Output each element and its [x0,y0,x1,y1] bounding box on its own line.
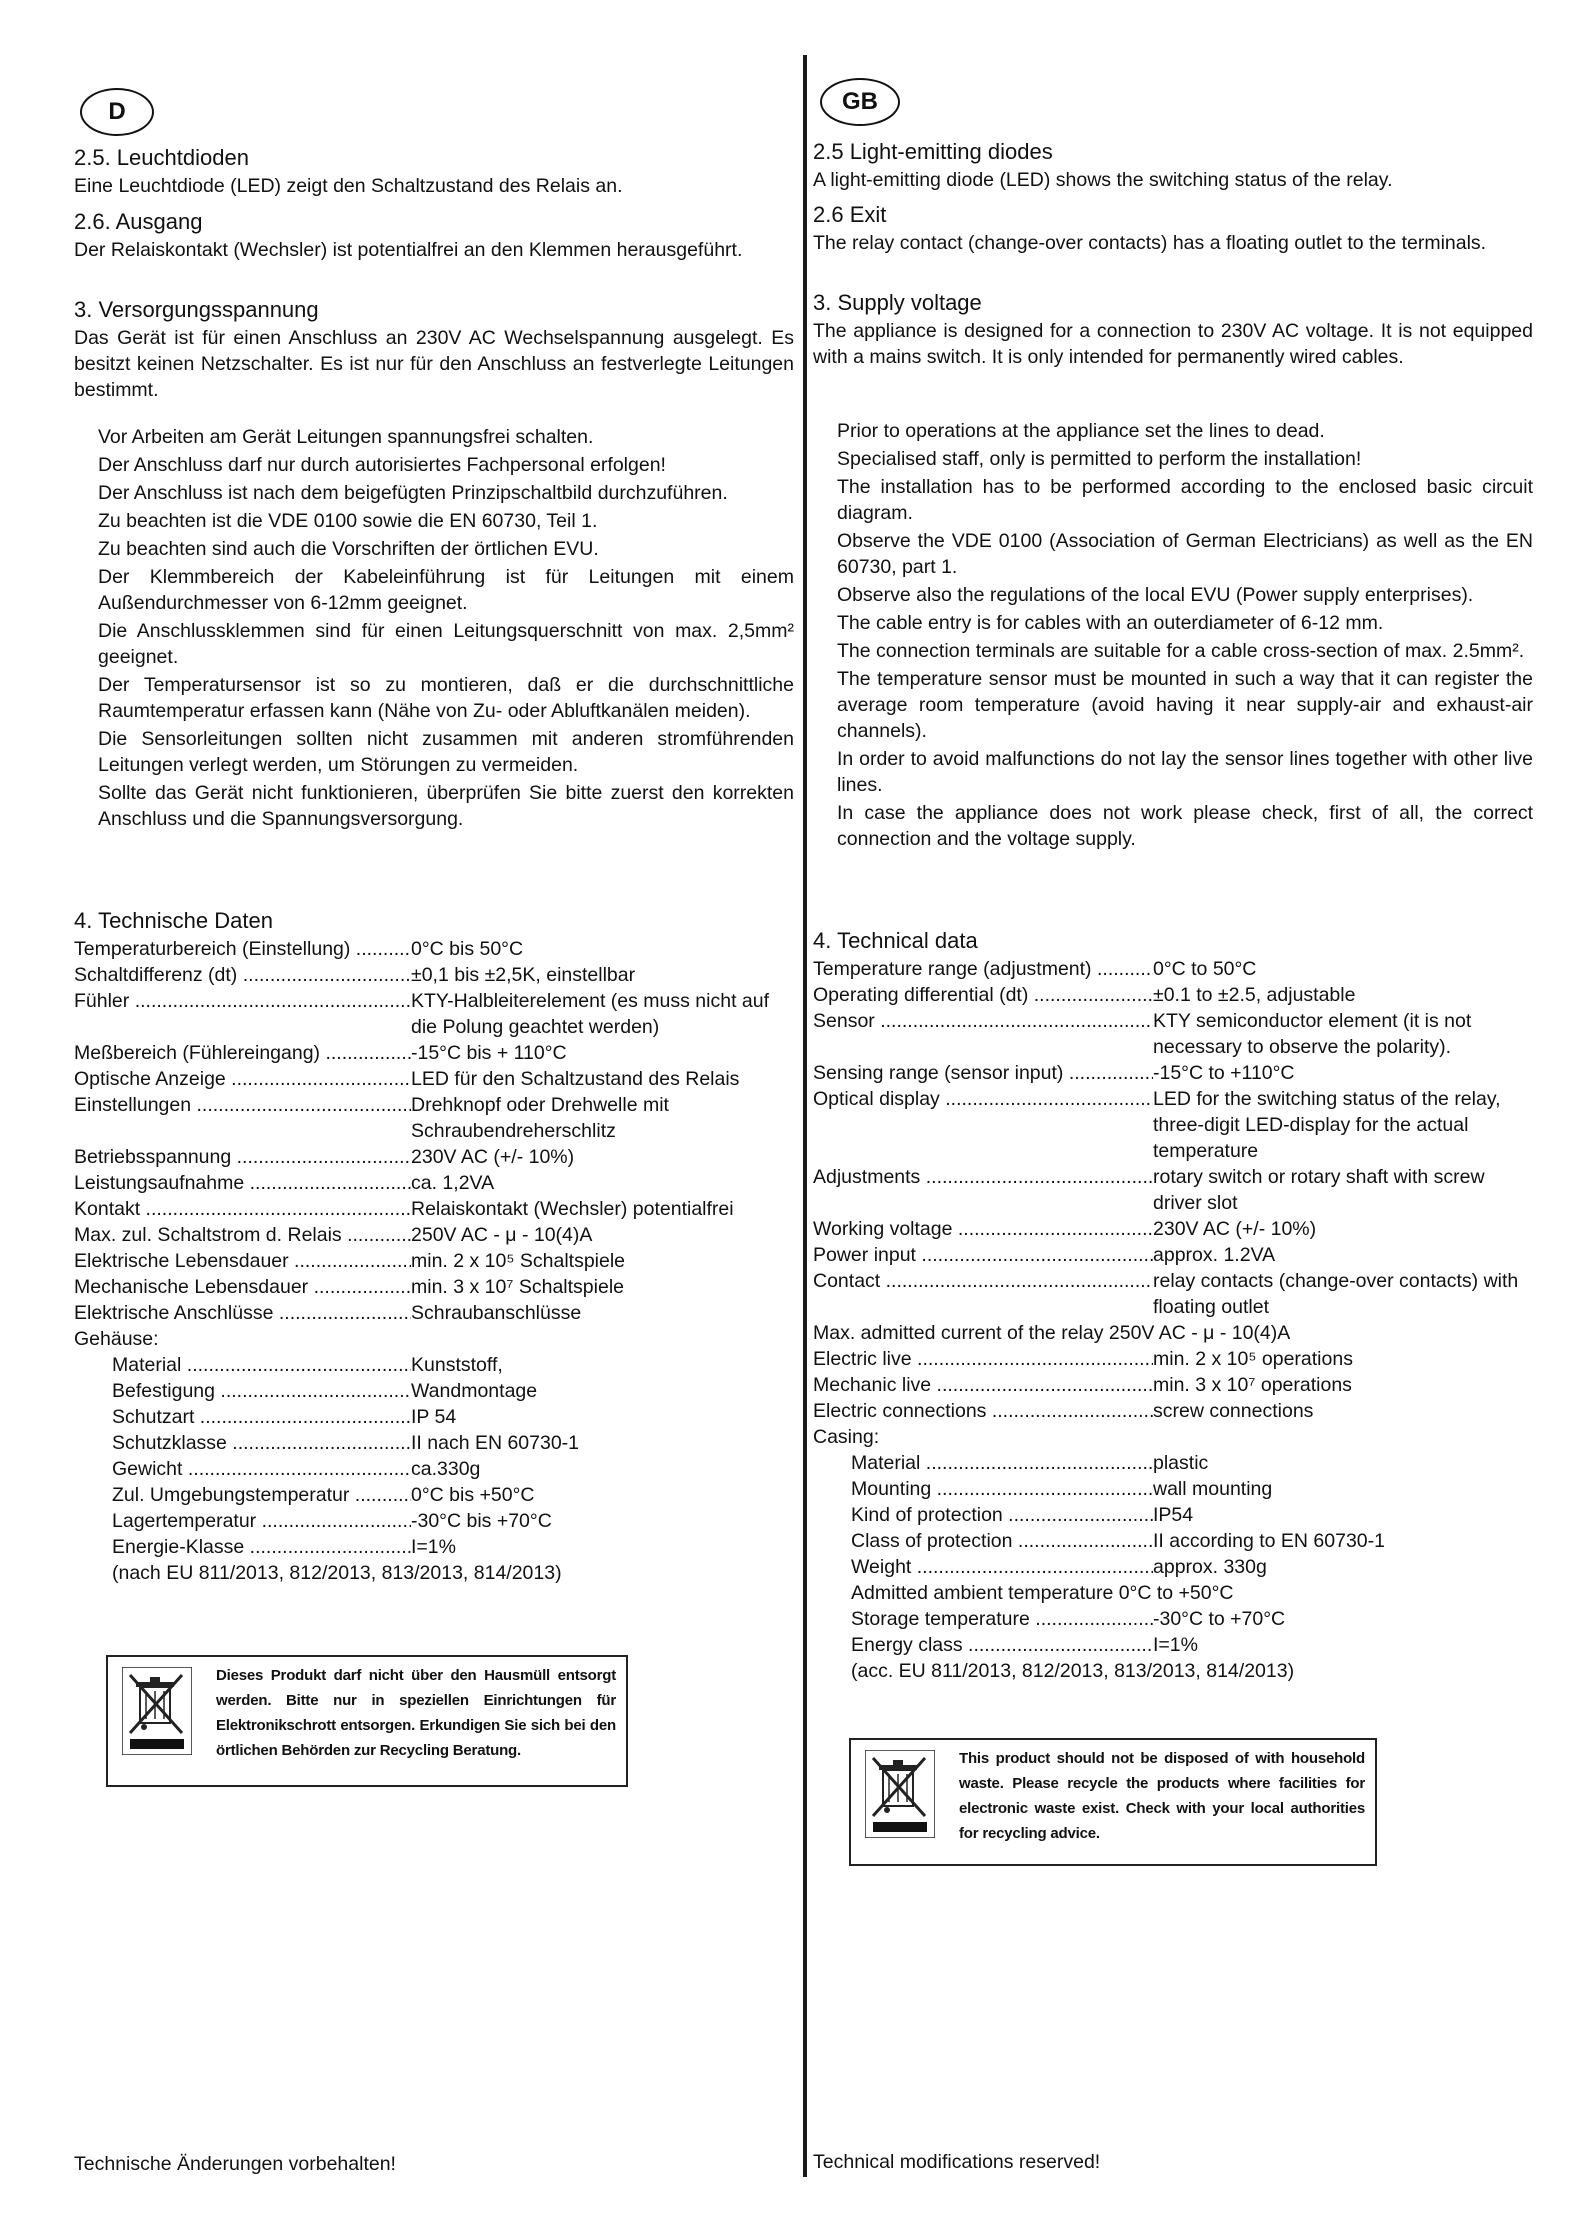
ambient-temperature-row: Admitted ambient temperature 0°C to +50°C [851,1582,1234,1604]
spec-row [813,1216,1533,1242]
section-heading: 3. Versorgungsspannung [74,297,319,322]
footer-note: Technical modifications reserved! [813,2151,1101,2173]
language-badge-gb: GB [820,78,900,126]
spec-label: Einstellungen ..... [74,1092,411,1144]
section-text: Der Relaiskontakt (Wechsler) ist potentialfrei an den Klemmen herausgeführt. [74,239,743,261]
spec-row [74,1248,794,1274]
note-item: Observe also the regulations of the local EVU (Power supply enterprises). [837,584,1474,606]
spec-row [74,1196,794,1222]
section-heading: 3. Supply voltage [813,290,982,315]
spec-value: Schraubanschlüsse [411,1302,582,1324]
note-item: Die Sensorleitungen sollten nicht zusammen mit anderen stromführenden Leitungen verlegt werden, um Störungen zu vermeiden. [98,728,794,776]
spec-value: min. 2 x 10⁵ Schaltspiele [411,1250,626,1272]
note-item: Zu beachten sind auch die Vorschriften der örtlichen EVU. [98,538,599,560]
spec-row [813,1450,1533,1476]
note-item: Zu beachten ist die VDE 0100 sowie die EN 60730, Teil 1. [98,510,598,532]
note-item: In order to avoid malfunctions do not lay the sensor lines together with other live lines. [837,748,1533,796]
note-item: The temperature sensor must be mounted in such a way that it can register the average room temperature (avoid having it near supply-air and exhaust-air channels). [837,668,1533,742]
spec-row [74,936,794,962]
spec-value: relay contacts (change-over contacts) with floating outlet [1153,1270,1519,1318]
spec-label: Schutzklasse ..... [74,1430,411,1456]
weee-disposal-notice [106,1655,628,1787]
language-badge-d: D [80,88,154,136]
spec-row [74,1482,794,1508]
spec-value: ±0,1 bis ±2,5K, einstellbar [411,964,636,986]
spec-row [813,1632,1533,1658]
spec-label: Elektrische Anschlüsse ..... [74,1300,411,1326]
spec-row [813,1060,1533,1086]
spec-value: KTY semiconductor element (it is not necessary to observe the polarity). [1153,1010,1472,1058]
note-item: Vor Arbeiten am Gerät Leitungen spannungsfrei schalten. [98,426,594,448]
eu-regulation-note: (acc. EU 811/2013, 812/2013, 813/2013, 814/2013) [851,1660,1295,1682]
spec-label: Energie-Klasse ..... [74,1534,411,1560]
spec-value: -15°C to +110°C [1153,1062,1295,1084]
spec-row [813,1008,1533,1060]
spec-value: ±0.1 to ±2.5, adjustable [1153,984,1356,1006]
spec-label: Betriebsspannung ..... [74,1144,411,1170]
note-item: Der Klemmbereich der Kabeleinführung ist für Leitungen mit einem Außendurchmesser von 6-12mm geeignet. [98,566,794,614]
installation-notes [74,424,794,834]
spec-value: 0°C to 50°C [1153,958,1257,980]
section-heading: 2.6. Ausgang [74,209,203,234]
spec-value: I=1% [1153,1634,1198,1656]
housing-label: Casing: [813,1426,880,1448]
max-current-row: Max. admitted current of the relay 250V AC - μ - 10(4)A [813,1322,1291,1344]
spec-label: Weight ..... [813,1554,1153,1580]
note-item: Observe the VDE 0100 (Association of German Electricians) as well as the EN 60730, part 1. [837,530,1533,578]
note-item: In case the appliance does not work please check, first of all, the correct connection and the voltage supply. [837,802,1533,850]
spec-label: Mounting ..... [813,1476,1153,1502]
spec-value: min. 3 x 10⁷ operations [1153,1374,1352,1396]
note-item: Der Anschluss ist nach dem beigefügten Prinzipschaltbild durchzuführen. [98,482,728,504]
spec-row [74,1066,794,1092]
spec-label: Fühler ..... [74,988,411,1040]
weee-text: This product should not be disposed of with household waste. Please recycle the products where facilities for electronic waste exist. Check with your local authorities for recycling advice. [959,1750,1365,1842]
spec-value: -30°C to +70°C [1153,1608,1286,1630]
spec-label: Temperaturbereich (Einstellung) ..... [74,936,411,962]
note-item: Prior to operations at the appliance set the lines to dead. [837,420,1325,442]
spec-label: Schaltdifferenz (dt) ..... [74,962,411,988]
spec-label: Adjustments ..... [813,1164,1153,1216]
spec-value: Drehknopf oder Drehwelle mit Schraubendreherschlitz [411,1094,669,1142]
section-text: Eine Leuchtdiode (LED) zeigt den Schaltzustand des Relais an. [74,175,623,197]
spec-row [813,1476,1533,1502]
spec-row [74,1404,794,1430]
spec-row [74,1092,794,1144]
spec-row [74,1534,794,1560]
spec-value: KTY-Halbleiterelement (es muss nicht auf die Polung geachtet werden) [411,990,770,1038]
crossed-bin-icon [122,1667,192,1755]
footer-note: Technische Änderungen vorbehalten! [74,2153,396,2175]
spec-row [813,1086,1533,1164]
spec-value: LED für den Schaltzustand des Relais [411,1068,740,1090]
spec-label: Lagertemperatur ..... [74,1508,411,1534]
spec-row [813,1502,1533,1528]
note-item: Specialised staff, only is permitted to perform the installation! [837,448,1362,470]
eu-regulation-note: (nach EU 811/2013, 812/2013, 813/2013, 814/2013) [112,1562,562,1584]
spec-label: Operating differential (dt) ..... [813,982,1153,1008]
spec-label: Electric live ..... [813,1346,1153,1372]
spec-value: 230V AC (+/- 10%) [411,1146,575,1168]
spec-row [74,1430,794,1456]
spec-row [813,1372,1533,1398]
installation-notes [813,418,1533,854]
spec-label: Material ..... [74,1352,411,1378]
spec-row [813,1606,1533,1632]
spec-label: Mechanic live ..... [813,1372,1153,1398]
section-text: The appliance is designed for a connection to 230V AC voltage. It is not equipped with a mains switch. It is only intended for permanently wired cables. [813,320,1533,368]
spec-row [74,1378,794,1404]
spec-value: wall mounting [1153,1478,1273,1500]
technical-data [813,926,1533,1684]
spec-row [74,1456,794,1482]
spec-value: I=1% [411,1536,456,1558]
note-item: Der Temperatursensor ist so zu montieren, daß er die durchschnittliche Raumtemperatur erfassen kann (Nähe von Zu- oder Abluftkanälen meiden). [98,674,794,722]
note-item: Der Anschluss darf nur durch autorisiertes Fachpersonal erfolgen! [98,454,666,476]
spec-value: ca.330g [411,1458,481,1480]
spec-label: Kind of protection ..... [813,1502,1153,1528]
note-item: The cable entry is for cables with an outerdiameter of 6-12 mm. [837,612,1384,634]
note-item: The installation has to be performed according to the enclosed basic circuit diagram. [837,476,1533,524]
spec-value: IP54 [1153,1504,1194,1526]
spec-value: IP 54 [411,1406,457,1428]
spec-value: -30°C bis +70°C [411,1510,552,1532]
spec-row [74,1300,794,1326]
spec-label: Elektrische Lebensdauer ..... [74,1248,411,1274]
section-text: A light-emitting diode (LED) shows the switching status of the relay. [813,169,1393,191]
spec-label: Storage temperature ..... [813,1606,1153,1632]
spec-value: min. 3 x 10⁷ Schaltspiele [411,1276,624,1298]
section-2-5 [74,143,794,199]
spec-value: approx. 1.2VA [1153,1244,1276,1266]
spec-row [74,1144,794,1170]
spec-row [813,1346,1533,1372]
spec-label: Meßbereich (Fühlereingang) ..... [74,1040,411,1066]
spec-label: Electric connections ..... [813,1398,1153,1424]
spec-row [813,1268,1533,1320]
spec-value: 250V AC - μ - 10(4)A [411,1224,593,1246]
spec-value: ca. 1,2VA [411,1172,495,1194]
spec-label: Material ..... [813,1450,1153,1476]
spec-label: Befestigung ..... [74,1378,411,1404]
spec-label: Energy class ..... [813,1632,1153,1658]
spec-value: -15°C bis + 110°C [411,1042,567,1064]
spec-row [813,1164,1533,1216]
spec-value: 0°C bis 50°C [411,938,524,960]
section-3 [74,295,794,403]
spec-row [813,1398,1533,1424]
spec-value: screw connections [1153,1400,1314,1422]
section-text: Das Gerät ist für einen Anschluss an 230V AC Wechselspannung ausgelegt. Es besitzt keinen Netzschalter. Es ist nur für den Anschluss an festverlegte Leitungen bestimmt. [74,327,794,401]
spec-value: 230V AC (+/- 10%) [1153,1218,1317,1240]
section-text: The relay contact (change-over contacts) has a floating outlet to the terminals. [813,232,1487,254]
spec-label: Schutzart ..... [74,1404,411,1430]
spec-row [74,1352,794,1378]
spec-value: 0°C bis +50°C [411,1484,535,1506]
spec-value: Wandmontage [411,1380,538,1402]
spec-value: Kunststoff, [411,1354,503,1376]
spec-label: Mechanische Lebensdauer ..... [74,1274,411,1300]
spec-label: Optische Anzeige ..... [74,1066,411,1092]
spec-row [74,1170,794,1196]
spec-row [74,1508,794,1534]
spec-label: Working voltage ..... [813,1216,1153,1242]
spec-row [813,1242,1533,1268]
spec-row [813,956,1533,982]
spec-value: plastic [1153,1452,1209,1474]
spec-label: Class of protection ..... [813,1528,1153,1554]
housing-label: Gehäuse: [74,1328,159,1350]
spec-value: Relaiskontakt (Wechsler) potentialfrei [411,1198,734,1220]
section-heading: 4. Technical data [813,928,978,953]
section-heading: 2.6 Exit [813,202,887,227]
note-item: Sollte das Gerät nicht funktionieren, überprüfen Sie bitte zuerst den korrekten Anschluss und die Spannungsversorgung. [98,782,794,830]
spec-label: Zul. Umgebungstemperatur ..... [74,1482,411,1508]
spec-label: Gewicht ..... [74,1456,411,1482]
note-item: The connection terminals are suitable for a cable cross-section of max. 2.5mm². [837,640,1525,662]
spec-label: Leistungsaufnahme ..... [74,1170,411,1196]
crossed-bin-icon [865,1750,935,1838]
section-heading: 2.5 Light-emitting diodes [813,139,1053,164]
spec-row [74,962,794,988]
spec-label: Power input ..... [813,1242,1153,1268]
section-2-5 [813,137,1533,193]
section-3 [813,288,1533,370]
spec-value: II according to EN 60730-1 [1153,1530,1385,1552]
column-divider [803,55,807,2177]
spec-row [74,988,794,1040]
spec-label: Sensor ..... [813,1008,1153,1060]
spec-value: LED for the switching status of the relay, three-digit LED-display for the actual temperature [1153,1088,1501,1162]
spec-label: Kontakt ..... [74,1196,411,1222]
spec-value: II nach EN 60730-1 [411,1432,580,1454]
spec-value: rotary switch or rotary shaft with screw driver slot [1153,1166,1485,1214]
spec-label: Optical display ..... [813,1086,1153,1164]
spec-row [813,1528,1533,1554]
section-heading: 4. Technische Daten [74,908,273,933]
weee-text: Dieses Produkt darf nicht über den Hausmüll entsorgt werden. Bitte nur in speziellen Einrichtungen für Elektronikschrott entsorgen. Erkundigen Sie sich bei den örtlichen Behörden zur Recycling Beratung. [216,1667,616,1759]
spec-label: Sensing range (sensor input) ..... [813,1060,1153,1086]
spec-row [813,982,1533,1008]
spec-row [74,1274,794,1300]
section-2-6 [74,207,794,263]
spec-label: Contact ..... [813,1268,1153,1320]
spec-row [813,1554,1533,1580]
section-heading: 2.5. Leuchtdioden [74,145,249,170]
spec-row [74,1222,794,1248]
spec-value: approx. 330g [1153,1556,1267,1578]
weee-disposal-notice [849,1738,1377,1866]
spec-row [74,1040,794,1066]
section-2-6 [813,200,1533,256]
technical-data [74,906,794,1586]
spec-value: min. 2 x 10⁵ operations [1153,1348,1353,1370]
spec-label: Max. zul. Schaltstrom d. Relais ..... [74,1222,411,1248]
note-item: Die Anschlussklemmen sind für einen Leitungsquerschnitt von max. 2,5mm² geeignet. [98,620,794,668]
spec-label: Temperature range (adjustment) ..... [813,956,1153,982]
